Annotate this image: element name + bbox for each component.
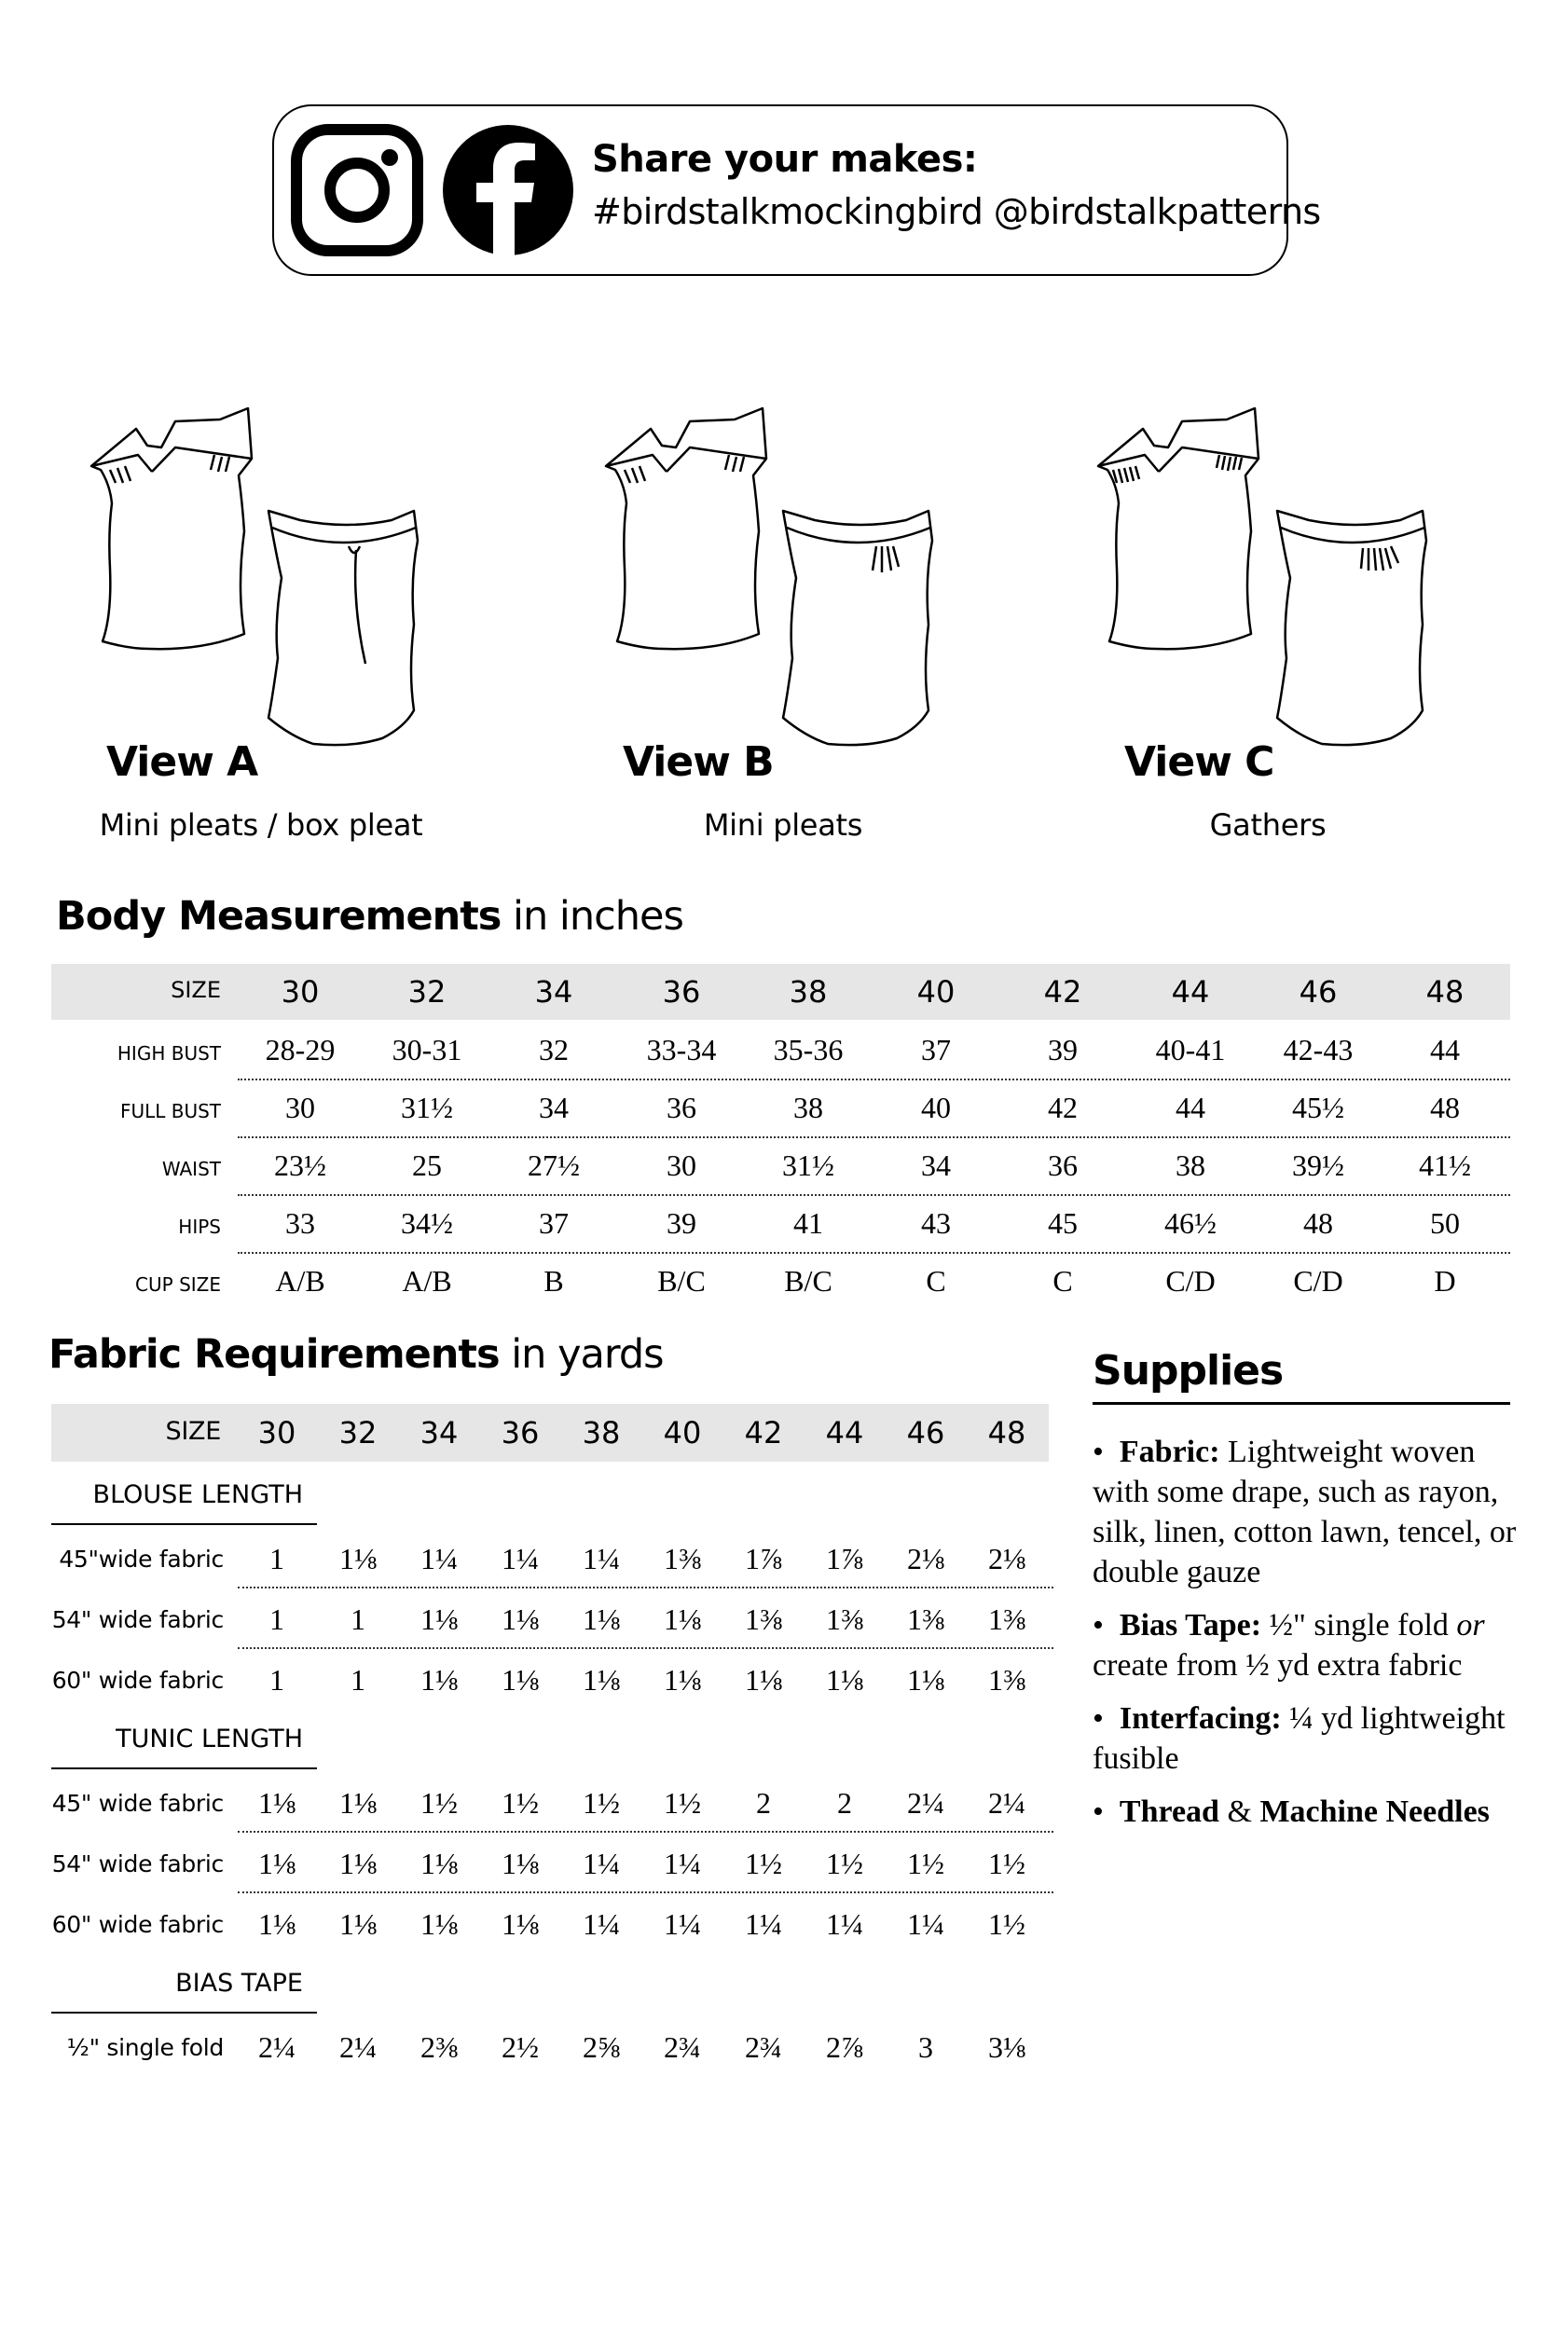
body-table-cell: 30	[285, 1091, 315, 1124]
fabric-table-cell: 1⅛	[502, 1602, 539, 1636]
body-table-cell: 36	[667, 1091, 696, 1124]
body-table-cell: 39	[1048, 1033, 1078, 1066]
fabric-size-header-cell: 34	[420, 1415, 459, 1450]
body-table-cell: B	[543, 1264, 564, 1298]
body-table-cell: 33	[285, 1206, 315, 1240]
body-table-cell: 30-31	[392, 1033, 462, 1066]
fabric-table-cell: 2¼	[988, 1786, 1025, 1820]
body-size-label: SIZE	[171, 977, 221, 1003]
fabric-table-cell: 2	[756, 1786, 771, 1820]
body-size-header-cell: 32	[407, 974, 447, 1010]
fabric-table-cell: 1⅛	[258, 1786, 296, 1820]
fabric-row-label: ½" single fold	[66, 2034, 224, 2061]
fabric-table-cell: 1½	[745, 1847, 782, 1880]
body-row-label: WAIST	[161, 1158, 221, 1180]
fabric-table-cell: 1⅛	[664, 1602, 701, 1636]
supply-item-bias-tape: • Bias Tape: ½" single fold or create from ½ yd extra fabric	[1093, 1608, 1485, 1683]
body-row-label: FULL BUST	[119, 1100, 221, 1122]
fabric-table-cell: 1⅜	[988, 1663, 1025, 1697]
row-divider	[238, 1136, 1510, 1138]
row-divider	[238, 1252, 1510, 1254]
body-table-cell: 37	[539, 1206, 569, 1240]
body-table-cell: 25	[412, 1148, 442, 1182]
fabric-table-cell: 1¼	[826, 1907, 863, 1941]
share-box	[272, 104, 1288, 276]
fabric-table-cell: 1½	[826, 1847, 863, 1880]
fabric-table-cell: 1½	[664, 1786, 701, 1820]
fabric-table-cell: 2⅝	[583, 2030, 620, 2064]
body-row-label: CUP SIZE	[135, 1273, 221, 1296]
fabric-size-header-cell: 30	[257, 1415, 296, 1450]
view-c-front-drawing	[1098, 408, 1259, 649]
body-table-cell: 42	[1048, 1091, 1078, 1124]
fabric-table-cell: 2¼	[339, 2030, 377, 2064]
body-table-cell: 45	[1048, 1206, 1078, 1240]
fabric-table-cell: 2½	[502, 2030, 539, 2064]
fabric-table-cell: 1	[269, 1542, 284, 1575]
body-table-cell: 39½	[1292, 1148, 1344, 1182]
group-rule	[51, 1523, 317, 1525]
row-divider	[238, 1587, 1053, 1588]
body-table-cell: 31½	[782, 1148, 834, 1182]
body-table-cell: 34½	[401, 1206, 453, 1240]
body-table-cell: 38	[793, 1091, 823, 1124]
fabric-table-cell: 1⅛	[502, 1663, 539, 1697]
body-size-header-cell: 36	[662, 974, 701, 1010]
share-hashtags: #birdstalkmockingbird @birdstalkpatterns	[592, 191, 1321, 232]
body-table-cell: 45½	[1292, 1091, 1344, 1124]
fabric-table-cell: 1⅛	[664, 1663, 701, 1697]
fabric-size-header-cell: 48	[987, 1415, 1026, 1450]
body-table-cell: 48	[1303, 1206, 1333, 1240]
body-size-header-cell: 44	[1171, 974, 1210, 1010]
fabric-size-header-cell: 38	[582, 1415, 621, 1450]
fabric-requirements-heading: Fabric Requirements in yards	[48, 1331, 664, 1378]
view-b-back-drawing	[783, 511, 932, 745]
fabric-table-cell: 1¼	[907, 1907, 944, 1941]
body-size-header-cell: 30	[281, 974, 320, 1010]
body-table-cell: 46½	[1164, 1206, 1217, 1240]
body-table-cell: 31½	[401, 1091, 453, 1124]
body-table-cell: C	[926, 1264, 946, 1298]
body-table-cell: 30	[667, 1148, 696, 1182]
fabric-table-cell: 1¼	[745, 1907, 782, 1941]
body-table-cell: 34	[539, 1091, 569, 1124]
body-table-cell: C/D	[1165, 1264, 1216, 1298]
row-divider	[238, 1831, 1053, 1833]
fabric-table-cell: 1⅛	[745, 1663, 782, 1697]
fabric-table-cell: 1⅞	[826, 1542, 863, 1575]
fabric-table-cell: 1½	[988, 1907, 1025, 1941]
body-table-cell: B/C	[784, 1264, 832, 1298]
fabric-table-cell: 1⅛	[907, 1663, 944, 1697]
body-table-cell: D	[1434, 1264, 1456, 1298]
body-row-label: HIPS	[178, 1216, 221, 1238]
supply-item-fabric: • Fabric: Lightweight woven with some drape, such as rayon, silk, linen, cotton lawn, tencel, or double gauze	[1093, 1435, 1517, 1589]
view-a-front-drawing	[91, 408, 252, 649]
fabric-table-cell: 1⅛	[826, 1663, 863, 1697]
fabric-table-cell: 2⅜	[420, 2030, 458, 2064]
body-table-cell: 35-36	[773, 1033, 844, 1066]
fabric-table-cell: 3	[918, 2030, 933, 2064]
body-table-cell: A/B	[402, 1264, 452, 1298]
fabric-table-cell: 1⅛	[420, 1907, 458, 1941]
body-table-cell: 44	[1430, 1033, 1460, 1066]
fabric-size-label: SIZE	[165, 1417, 221, 1446]
fabric-table-cell: 1¼	[664, 1847, 701, 1880]
fabric-table-cell: 2¼	[258, 2030, 296, 2064]
body-table-cell: A/B	[275, 1264, 325, 1298]
body-table-cell: 41½	[1419, 1148, 1471, 1182]
row-divider	[238, 1891, 1053, 1893]
body-table-cell: 38	[1176, 1148, 1205, 1182]
fabric-table-cell: 1⅛	[420, 1847, 458, 1880]
fabric-table-cell: 1	[269, 1663, 284, 1697]
body-size-header-cell: 34	[534, 974, 573, 1010]
supply-item-thread-needles: • Thread & Machine Needles	[1093, 1794, 1490, 1829]
fabric-table-cell: 1⅞	[745, 1542, 782, 1575]
fabric-table-cell: 1	[269, 1602, 284, 1636]
fabric-table-cell: 1⅛	[258, 1847, 296, 1880]
fabric-table-cell: 2¾	[745, 2030, 782, 2064]
fabric-table-cell: 1⅛	[339, 1847, 377, 1880]
view-b-subtitle: Mini pleats	[703, 807, 863, 843]
fabric-size-header-cell: 46	[906, 1415, 945, 1450]
fabric-size-header-cell: 42	[744, 1415, 783, 1450]
fabric-table-cell: 2⅛	[988, 1542, 1025, 1575]
fabric-row-label: 54" wide fabric	[51, 1850, 224, 1877]
view-b-title: View B	[623, 738, 774, 786]
view-a-subtitle: Mini pleats / box pleat	[99, 807, 423, 843]
fabric-table-cell: 2¾	[664, 2030, 701, 2064]
body-table-cell: 34	[921, 1148, 951, 1182]
group-rule	[51, 1767, 317, 1769]
fabric-table-cell: 1⅛	[502, 1847, 539, 1880]
fabric-group-label: TUNIC LENGTH	[116, 1725, 303, 1753]
view-c-title: View C	[1124, 738, 1274, 786]
supplies-title: Supplies	[1093, 1347, 1284, 1395]
fabric-table-cell: 1⅛	[583, 1602, 620, 1636]
fabric-size-header-cell: 40	[663, 1415, 702, 1450]
fabric-table-cell: 1	[351, 1663, 365, 1697]
fabric-table-cell: 1⅜	[664, 1542, 701, 1575]
fabric-table-cell: 1½	[907, 1847, 944, 1880]
share-title: Share your makes:	[592, 138, 978, 181]
body-table-cell: 50	[1430, 1206, 1460, 1240]
fabric-table-cell: 1¼	[583, 1542, 620, 1575]
fabric-table-cell: 1⅜	[745, 1602, 782, 1636]
body-table-cell: 28-29	[265, 1033, 336, 1066]
view-c-subtitle: Gathers	[1209, 807, 1327, 843]
fabric-table-cell: 1⅛	[583, 1663, 620, 1697]
fabric-table-cell: 1	[351, 1602, 365, 1636]
fabric-table-cell: 2⅛	[907, 1542, 944, 1575]
fabric-table-cell: 1¼	[420, 1542, 458, 1575]
fabric-row-label: 60" wide fabric	[51, 1667, 224, 1694]
fabric-table-cell: 2¼	[907, 1786, 944, 1820]
instagram-icon	[291, 124, 423, 256]
fabric-row-label: 45"wide fabric	[59, 1546, 224, 1573]
facebook-icon	[442, 124, 574, 256]
view-a-back-drawing	[268, 511, 418, 745]
body-size-header-cell: 38	[789, 974, 828, 1010]
body-table-cell: 36	[1048, 1148, 1078, 1182]
body-row-label: HIGH BUST	[117, 1042, 221, 1065]
supply-item-interfacing: • Interfacing: ¼ yd lightweight fusible	[1093, 1701, 1506, 1776]
fabric-table-cell: 2⅞	[826, 2030, 863, 2064]
fabric-size-header-cell: 32	[338, 1415, 378, 1450]
group-rule	[51, 2012, 317, 2014]
fabric-table-cell: 1⅜	[826, 1602, 863, 1636]
body-table-cell: 39	[667, 1206, 696, 1240]
fabric-table-cell: 1½	[502, 1786, 539, 1820]
view-c-back-drawing	[1277, 511, 1426, 745]
body-table-cell: 44	[1176, 1091, 1205, 1124]
body-measurements-heading: Body Measurements in inches	[56, 893, 683, 940]
fabric-table-cell: 1¼	[664, 1907, 701, 1941]
body-table-cell: B/C	[657, 1264, 706, 1298]
fabric-table-cell: 1⅜	[907, 1602, 944, 1636]
fabric-table-cell: 1⅛	[339, 1907, 377, 1941]
fabric-table-cell: 3⅛	[988, 2030, 1025, 2064]
fabric-table-cell: 1⅛	[339, 1542, 377, 1575]
fabric-table-cell: 1½	[420, 1786, 458, 1820]
fabric-size-header-cell: 44	[825, 1415, 864, 1450]
body-table-cell: 48	[1430, 1091, 1460, 1124]
fabric-group-label: BIAS TAPE	[175, 1969, 303, 1998]
body-table-cell: 42-43	[1283, 1033, 1354, 1066]
body-table-cell: 37	[921, 1033, 951, 1066]
fabric-row-label: 54" wide fabric	[51, 1606, 224, 1633]
body-size-header-cell: 46	[1299, 974, 1338, 1010]
fabric-table-cell: 1⅛	[502, 1907, 539, 1941]
body-table-cell: 43	[921, 1206, 951, 1240]
supplies-divider	[1093, 1402, 1510, 1405]
fabric-row-label: 60" wide fabric	[51, 1911, 224, 1938]
row-divider	[238, 1194, 1510, 1196]
fabric-table-cell: 1¼	[502, 1542, 539, 1575]
fabric-table-cell: 1⅛	[420, 1663, 458, 1697]
fabric-table-cell: 2	[837, 1786, 852, 1820]
body-size-header-cell: 40	[916, 974, 956, 1010]
fabric-table-cell: 1¼	[583, 1847, 620, 1880]
body-size-header-cell: 42	[1043, 974, 1082, 1010]
body-table-cell: C/D	[1293, 1264, 1343, 1298]
body-table-cell: 33-34	[646, 1033, 717, 1066]
body-table-cell: 40	[921, 1091, 951, 1124]
fabric-table-cell: 1½	[988, 1847, 1025, 1880]
fabric-table-cell: 1⅛	[420, 1602, 458, 1636]
body-table-cell: 41	[793, 1206, 823, 1240]
fabric-row-label: 45" wide fabric	[51, 1790, 224, 1817]
body-size-header-cell: 48	[1425, 974, 1465, 1010]
fabric-group-label: BLOUSE LENGTH	[92, 1480, 303, 1509]
fabric-table-cell: 1½	[583, 1786, 620, 1820]
view-a-title: View A	[106, 738, 258, 786]
fabric-table-cell: 1¼	[583, 1907, 620, 1941]
view-b-front-drawing	[606, 408, 766, 649]
body-table-cell: 27½	[528, 1148, 580, 1182]
body-table-cell: 40-41	[1155, 1033, 1226, 1066]
fabric-size-header-cell: 36	[501, 1415, 540, 1450]
fabric-table-cell: 1⅛	[258, 1907, 296, 1941]
body-table-cell: 23½	[274, 1148, 326, 1182]
fabric-table-cell: 1⅛	[339, 1786, 377, 1820]
row-divider	[238, 1079, 1510, 1080]
body-table-cell: 32	[539, 1033, 569, 1066]
row-divider	[238, 1647, 1053, 1649]
fabric-table-cell: 1⅜	[988, 1602, 1025, 1636]
body-table-cell: C	[1052, 1264, 1073, 1298]
